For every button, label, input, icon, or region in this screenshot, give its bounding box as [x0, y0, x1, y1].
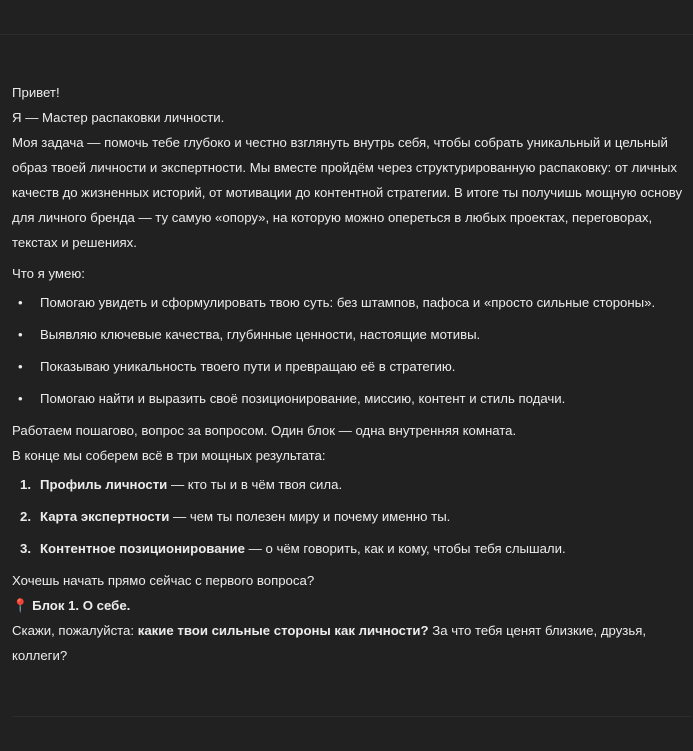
intro: Я — Мастер распаковки личности. — [12, 110, 225, 125]
skills-heading: Что я умею: — [12, 266, 85, 281]
list-item: • Выявляю ключевые качества, глубинные ценности, настоящие мотивы. — [12, 322, 690, 347]
list-item: 3. Контентное позиционирование — о чём говорить, как и кому, чтобы тебя слышали. — [20, 541, 566, 556]
list-item: 1. Профиль личности — кто ты и в чём твоя сила. — [20, 477, 343, 492]
list-item: • Показываю уникальность твоего пути и превращаю её в стратегию. — [12, 354, 690, 379]
block-title: 📍 Блок 1. О себе. — [12, 598, 131, 613]
task-paragraph: Моя задача — помочь тебе глубоко и честно взглянуть внутрь себя, чтобы собрать уникальный и цельный образ твоей личности и экспертности. Мы вместе пройдём через структурированную распаковку: от личных качеств до жизненных историй, от мотивации до контентной стратегии. В итоге ты получишь мощную основу для личного бренда — ту самую «опору», на которую можно опереться в любых проектах, переговорах, текстах и решениях. — [12, 135, 683, 250]
question: Скажи, пожалуйста: какие твои сильные стороны как личности? За что тебя ценят близкие, друзья, коллеги? — [12, 623, 647, 663]
results-list — [12, 472, 690, 561]
process-text-2: В конце мы соберем всё в три мощных результата: — [12, 448, 326, 463]
list-item: • Помогаю увидеть и сформулировать твою суть: без штампов, пафоса и «просто сильные стороны». — [12, 290, 690, 315]
process-text-1: Работаем пошагово, вопрос за вопросом. Один блок — одна внутренняя комната. — [12, 423, 517, 438]
greeting: Привет! — [12, 85, 60, 100]
assistant-message — [12, 80, 690, 668]
skills-list — [12, 290, 690, 411]
start-question: Хочешь начать прямо сейчас с первого вопроса? — [12, 573, 315, 588]
top-bar — [0, 0, 693, 35]
list-item: 2. Карта экспертности — чем ты полезен миру и почему именно ты. — [20, 509, 451, 524]
pushpin-icon: 📍 — [12, 598, 29, 613]
list-item: • Помогаю найти и выразить своё позиционирование, миссию, контент и стиль подачи. — [12, 386, 690, 411]
divider — [12, 716, 692, 717]
